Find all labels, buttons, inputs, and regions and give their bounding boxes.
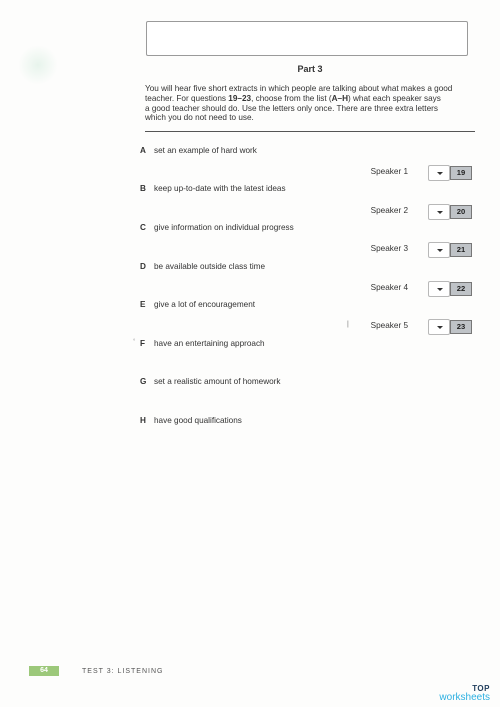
question-number: 19 [450, 166, 472, 180]
speaker-5-dropdown[interactable] [428, 319, 450, 335]
question-number: 23 [450, 320, 472, 334]
chevron-down-icon [437, 211, 443, 214]
option-letter: F [140, 339, 146, 348]
chevron-down-icon [437, 288, 443, 291]
option-b [140, 184, 286, 193]
option-text: give a lot of encouragement [154, 300, 256, 309]
option-g [140, 377, 281, 386]
speaker-2-dropdown[interactable] [428, 204, 450, 220]
option-text: keep up-to-date with the latest ideas [154, 184, 286, 193]
scan-mark: ° [133, 339, 136, 345]
option-letter: H [140, 416, 146, 425]
question-number: 22 [450, 282, 472, 296]
chevron-down-icon [437, 326, 443, 329]
option-letter: G [140, 377, 147, 386]
instructions-line [145, 94, 483, 104]
speaker-3-dropdown[interactable] [428, 242, 450, 258]
instructions-text: teacher. For questions [145, 93, 229, 103]
option-f [133, 339, 265, 348]
divider [145, 131, 475, 132]
speaker-1-dropdown[interactable] [428, 165, 450, 181]
question-range: 19–23 [228, 93, 252, 103]
brand-top: TOP [472, 684, 490, 693]
option-letter: B [140, 184, 146, 193]
speaker-label: Speaker 2 [370, 206, 408, 215]
section-label: TEST 3: LISTENING [82, 668, 164, 675]
answer-box[interactable] [146, 21, 468, 56]
instructions [145, 84, 483, 123]
question-number: 21 [450, 243, 472, 257]
option-text: give information on individual progress [154, 223, 294, 232]
brand-bottom: worksheets [439, 692, 490, 703]
option-letter: C [140, 223, 146, 232]
question-number: 20 [450, 205, 472, 219]
letter-range: A–H [331, 93, 349, 103]
option-c [140, 223, 294, 232]
speaker-row-4 [340, 281, 480, 297]
speaker-label: Speaker 4 [370, 283, 408, 292]
speaker-4-dropdown[interactable] [428, 281, 450, 297]
option-text: have an entertaining approach [154, 339, 265, 348]
speaker-label: Speaker 3 [370, 244, 408, 253]
instructions-text: ) what each speaker says [348, 93, 441, 103]
option-letter: D [140, 262, 146, 271]
option-letter: E [140, 300, 146, 309]
speaker-label: Speaker 1 [370, 167, 408, 176]
chevron-down-icon [437, 249, 443, 252]
part-title: Part 3 [297, 64, 323, 74]
option-h [140, 416, 242, 425]
instructions-line: a good teacher should do. Use the letters only once. There are three extra letters [145, 103, 438, 113]
instructions-line: You will hear five short extracts in which people are talking about what makes a good [145, 84, 453, 93]
option-e [140, 300, 255, 309]
speaker-row-3 [340, 242, 480, 258]
option-text: set a realistic amount of homework [154, 377, 281, 386]
speaker-row-5 [340, 319, 480, 335]
brand-logo [439, 684, 490, 702]
speaker-row-2 [340, 204, 480, 220]
chevron-down-icon [437, 172, 443, 175]
option-d [140, 262, 265, 271]
option-text: be available outside class time [154, 262, 266, 271]
page-number: 64 [29, 666, 59, 676]
instructions-line: which you do not need to use. [145, 113, 254, 123]
option-a [140, 146, 257, 155]
option-text: set an example of hard work [154, 146, 257, 155]
option-letter: A [140, 146, 146, 155]
option-text: have good qualifications [154, 416, 242, 425]
scan-mark: | [347, 321, 349, 328]
speaker-label: Speaker 5 [370, 321, 408, 330]
speaker-row-1 [340, 165, 480, 181]
instructions-text: , choose from the list ( [251, 93, 332, 103]
